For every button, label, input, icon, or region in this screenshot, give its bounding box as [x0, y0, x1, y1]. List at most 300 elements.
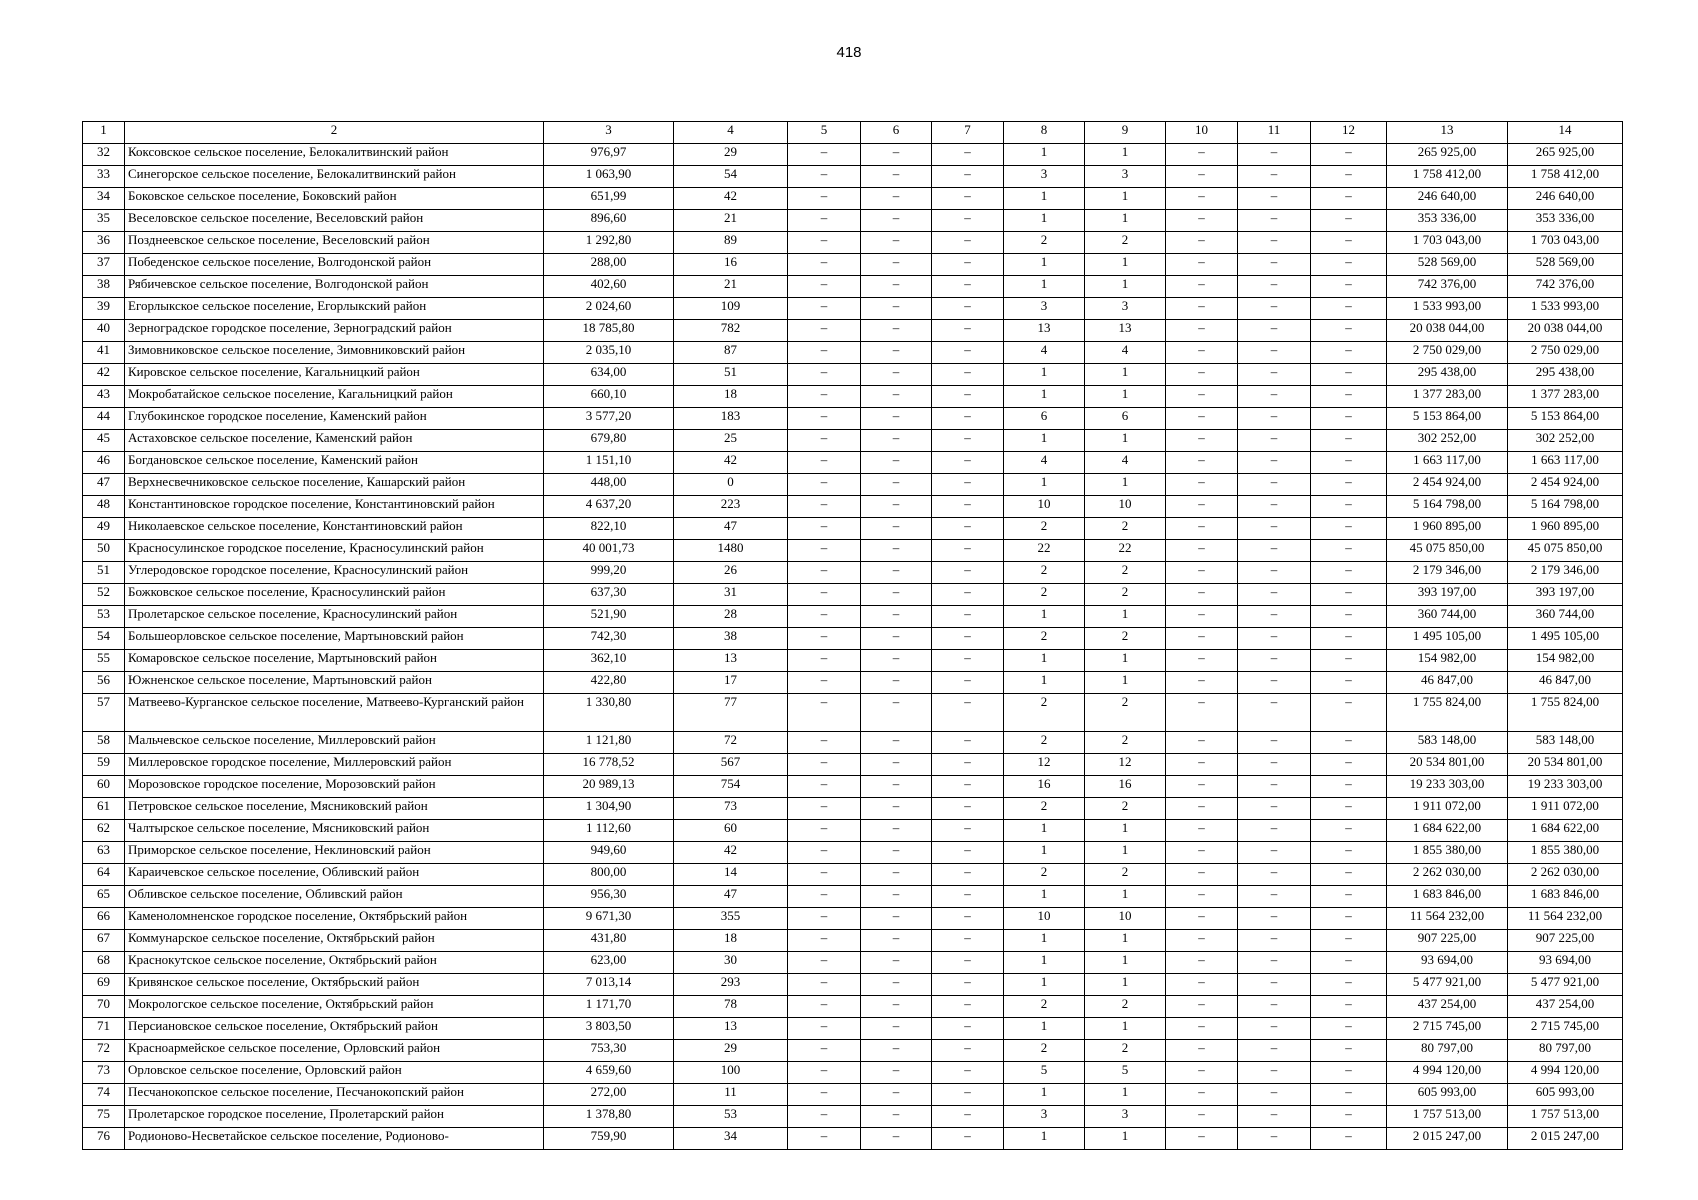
- table-cell: 5 164 798,00: [1387, 496, 1508, 518]
- table-cell: 2 454 924,00: [1508, 474, 1623, 496]
- table-cell: 1 855 380,00: [1387, 842, 1508, 864]
- column-header: 14: [1508, 122, 1623, 144]
- table-cell: –: [1238, 628, 1311, 650]
- settlement-name-cell: Персиановское сельское поселение, Октябрьский район: [125, 1018, 544, 1040]
- table-cell: –: [861, 474, 932, 496]
- table-cell: –: [932, 694, 1004, 732]
- table-row: [83, 342, 1623, 364]
- table-row: [83, 974, 1623, 996]
- table-cell: –: [1166, 820, 1238, 842]
- table-cell: –: [1166, 144, 1238, 166]
- table-cell: –: [1311, 628, 1387, 650]
- table-cell: 782: [674, 320, 788, 342]
- table-cell: –: [932, 1106, 1004, 1128]
- table-row: [83, 694, 1623, 732]
- table-cell: 1: [1004, 842, 1085, 864]
- settlement-name-cell: Зимовниковское сельское поселение, Зимовниковский район: [125, 342, 544, 364]
- table-cell: 295 438,00: [1508, 364, 1623, 386]
- table-cell: –: [1311, 474, 1387, 496]
- settlement-name-cell: Мокрологское сельское поселение, Октябрьский район: [125, 996, 544, 1018]
- table-cell: 57: [83, 694, 125, 732]
- table-cell: 362,10: [544, 650, 674, 672]
- table-cell: –: [1166, 1040, 1238, 1062]
- table-cell: –: [932, 650, 1004, 672]
- table-cell: 1 703 043,00: [1508, 232, 1623, 254]
- table-cell: 1 495 105,00: [1508, 628, 1623, 650]
- table-cell: –: [1238, 254, 1311, 276]
- table-cell: 272,00: [544, 1084, 674, 1106]
- table-cell: –: [788, 1128, 861, 1150]
- table-cell: –: [1311, 364, 1387, 386]
- table-cell: –: [932, 798, 1004, 820]
- table-cell: 63: [83, 842, 125, 864]
- table-cell: –: [1311, 1062, 1387, 1084]
- table-cell: –: [1238, 952, 1311, 974]
- table-cell: 44: [83, 408, 125, 430]
- table-cell: –: [1311, 540, 1387, 562]
- table-cell: 4: [1004, 342, 1085, 364]
- table-cell: 2: [1085, 1040, 1166, 1062]
- table-cell: 42: [83, 364, 125, 386]
- table-cell: 29: [674, 1040, 788, 1062]
- table-cell: 1 151,10: [544, 452, 674, 474]
- table-cell: –: [788, 952, 861, 974]
- table-cell: 2 015 247,00: [1508, 1128, 1623, 1150]
- table-cell: –: [788, 974, 861, 996]
- table-cell: 1: [1004, 1084, 1085, 1106]
- table-cell: 4 637,20: [544, 496, 674, 518]
- table-cell: 1: [1004, 650, 1085, 672]
- table-cell: 754: [674, 776, 788, 798]
- table-cell: 2: [1004, 628, 1085, 650]
- table-cell: –: [861, 1084, 932, 1106]
- table-cell: –: [788, 1062, 861, 1084]
- table-cell: 660,10: [544, 386, 674, 408]
- table-cell: –: [1166, 408, 1238, 430]
- table-cell: –: [788, 650, 861, 672]
- table-cell: 73: [674, 798, 788, 820]
- table-cell: 5: [1004, 1062, 1085, 1084]
- table-cell: –: [1166, 864, 1238, 886]
- table-cell: 2: [1004, 694, 1085, 732]
- table-cell: –: [788, 298, 861, 320]
- table-cell: 10: [1085, 908, 1166, 930]
- table-cell: –: [932, 276, 1004, 298]
- table-cell: 528 569,00: [1387, 254, 1508, 276]
- table-cell: 45 075 850,00: [1387, 540, 1508, 562]
- table-cell: 1 112,60: [544, 820, 674, 842]
- table-cell: 2: [1004, 864, 1085, 886]
- table-cell: 50: [83, 540, 125, 562]
- table-cell: 3: [1085, 1106, 1166, 1128]
- table-cell: 80 797,00: [1508, 1040, 1623, 1062]
- settlement-name-cell: Мальчевское сельское поселение, Миллеровский район: [125, 732, 544, 754]
- table-cell: 742,30: [544, 628, 674, 650]
- table-cell: –: [861, 298, 932, 320]
- table-cell: –: [1311, 1040, 1387, 1062]
- table-cell: –: [932, 210, 1004, 232]
- settlement-name-cell: Зерноградское городское поселение, Зерноградский район: [125, 320, 544, 342]
- table-cell: –: [1166, 908, 1238, 930]
- table-cell: –: [1238, 886, 1311, 908]
- table-cell: 17: [674, 672, 788, 694]
- table-cell: –: [788, 452, 861, 474]
- table-cell: 45: [83, 430, 125, 452]
- table-cell: 67: [83, 930, 125, 952]
- table-cell: –: [932, 496, 1004, 518]
- table-cell: –: [1238, 842, 1311, 864]
- table-cell: 16 778,52: [544, 754, 674, 776]
- table-cell: 1 663 117,00: [1387, 452, 1508, 474]
- table-cell: 1 911 072,00: [1387, 798, 1508, 820]
- table-cell: 34: [83, 188, 125, 210]
- column-header: 2: [125, 122, 544, 144]
- table-cell: –: [932, 342, 1004, 364]
- table-cell: 1: [1085, 188, 1166, 210]
- table-cell: –: [788, 232, 861, 254]
- table-cell: 73: [83, 1062, 125, 1084]
- table-cell: 567: [674, 754, 788, 776]
- table-cell: 2 015 247,00: [1387, 1128, 1508, 1150]
- table-cell: –: [932, 996, 1004, 1018]
- table-cell: 2: [1004, 584, 1085, 606]
- table-cell: –: [932, 474, 1004, 496]
- table-cell: –: [861, 908, 932, 930]
- table-cell: 51: [83, 562, 125, 584]
- table-cell: 87: [674, 342, 788, 364]
- table-cell: –: [861, 930, 932, 952]
- column-header: 7: [932, 122, 1004, 144]
- table-cell: –: [788, 694, 861, 732]
- table-cell: 2 750 029,00: [1508, 342, 1623, 364]
- table-cell: –: [1166, 1062, 1238, 1084]
- table-cell: –: [861, 1040, 932, 1062]
- table-cell: 60: [674, 820, 788, 842]
- table-cell: 634,00: [544, 364, 674, 386]
- table-cell: –: [1166, 452, 1238, 474]
- table-cell: 26: [674, 562, 788, 584]
- table-cell: 2: [1085, 732, 1166, 754]
- table-cell: 75: [83, 1106, 125, 1128]
- table-cell: 393 197,00: [1387, 584, 1508, 606]
- table-cell: –: [1238, 298, 1311, 320]
- table-cell: –: [1166, 672, 1238, 694]
- table-cell: –: [932, 188, 1004, 210]
- table-cell: –: [788, 732, 861, 754]
- table-cell: 3: [1085, 166, 1166, 188]
- settlement-name-cell: Веселовское сельское поселение, Веселовский район: [125, 210, 544, 232]
- table-cell: –: [932, 1062, 1004, 1084]
- table-cell: –: [861, 974, 932, 996]
- settlement-name-cell: Каменоломненское городское поселение, Октябрьский район: [125, 908, 544, 930]
- table-cell: –: [1311, 1128, 1387, 1150]
- table-cell: 360 744,00: [1508, 606, 1623, 628]
- table-row: [83, 474, 1623, 496]
- table-cell: –: [788, 842, 861, 864]
- table-cell: 72: [83, 1040, 125, 1062]
- table-cell: –: [1166, 952, 1238, 974]
- table-cell: –: [861, 342, 932, 364]
- data-table: [82, 121, 1623, 1150]
- table-cell: 3: [1085, 298, 1166, 320]
- table-cell: –: [1238, 540, 1311, 562]
- table-cell: –: [1238, 908, 1311, 930]
- table-cell: 21: [674, 210, 788, 232]
- table-cell: –: [861, 232, 932, 254]
- table-cell: 2 179 346,00: [1508, 562, 1623, 584]
- table-cell: 1: [1004, 144, 1085, 166]
- table-cell: 393 197,00: [1508, 584, 1623, 606]
- table-cell: –: [1238, 562, 1311, 584]
- table-cell: –: [1166, 732, 1238, 754]
- table-cell: 2: [1085, 562, 1166, 584]
- table-cell: 18: [674, 930, 788, 952]
- table-cell: 2: [1085, 996, 1166, 1018]
- settlement-name-cell: Красноармейское сельское поселение, Орловский район: [125, 1040, 544, 1062]
- table-cell: –: [861, 584, 932, 606]
- table-cell: –: [861, 952, 932, 974]
- table-cell: –: [1238, 188, 1311, 210]
- table-cell: –: [1311, 864, 1387, 886]
- table-cell: –: [788, 584, 861, 606]
- table-cell: 896,60: [544, 210, 674, 232]
- table-cell: 10: [1085, 496, 1166, 518]
- table-cell: –: [788, 996, 861, 1018]
- table-cell: –: [788, 144, 861, 166]
- table-row: [83, 820, 1623, 842]
- table-cell: 1: [1085, 842, 1166, 864]
- table-cell: –: [1238, 1018, 1311, 1040]
- table-cell: –: [1166, 842, 1238, 864]
- table-row: [83, 430, 1623, 452]
- table-cell: –: [861, 1062, 932, 1084]
- table-cell: 1 292,80: [544, 232, 674, 254]
- table-cell: –: [1311, 650, 1387, 672]
- table-cell: 1 063,90: [544, 166, 674, 188]
- table-cell: –: [1166, 886, 1238, 908]
- table-cell: 583 148,00: [1508, 732, 1623, 754]
- table-cell: 651,99: [544, 188, 674, 210]
- table-cell: 1: [1004, 1018, 1085, 1040]
- settlement-name-cell: Приморское сельское поселение, Неклиновский район: [125, 842, 544, 864]
- column-header: 12: [1311, 122, 1387, 144]
- table-cell: 52: [83, 584, 125, 606]
- table-row: [83, 650, 1623, 672]
- table-cell: 29: [674, 144, 788, 166]
- table-cell: 1: [1085, 606, 1166, 628]
- table-row: [83, 364, 1623, 386]
- table-cell: 753,30: [544, 1040, 674, 1062]
- table-cell: 47: [674, 518, 788, 540]
- table-cell: –: [1166, 798, 1238, 820]
- table-cell: –: [1166, 1128, 1238, 1150]
- table-cell: 6: [1004, 408, 1085, 430]
- table-cell: –: [788, 798, 861, 820]
- column-header: 1: [83, 122, 125, 144]
- table-cell: –: [932, 886, 1004, 908]
- table-cell: –: [932, 364, 1004, 386]
- table-cell: 2: [1004, 996, 1085, 1018]
- table-cell: –: [932, 430, 1004, 452]
- table-cell: 437 254,00: [1508, 996, 1623, 1018]
- table-cell: 1: [1085, 974, 1166, 996]
- table-cell: 742 376,00: [1387, 276, 1508, 298]
- settlement-name-cell: Богдановское сельское поселение, Каменский район: [125, 452, 544, 474]
- table-cell: 4: [1085, 342, 1166, 364]
- table-cell: 3: [1004, 298, 1085, 320]
- table-cell: 1 758 412,00: [1387, 166, 1508, 188]
- table-cell: 154 982,00: [1508, 650, 1623, 672]
- table-cell: –: [1238, 996, 1311, 1018]
- table-cell: 956,30: [544, 886, 674, 908]
- table-cell: –: [861, 798, 932, 820]
- table-cell: 13: [674, 1018, 788, 1040]
- table-cell: 1: [1085, 254, 1166, 276]
- table-row: [83, 1018, 1623, 1040]
- table-cell: 59: [83, 754, 125, 776]
- table-cell: –: [788, 672, 861, 694]
- table-cell: –: [1238, 694, 1311, 732]
- settlement-name-cell: Синегорское сельское поселение, Белокалитвинский район: [125, 166, 544, 188]
- table-cell: 1: [1004, 886, 1085, 908]
- table-cell: 1: [1085, 144, 1166, 166]
- table-cell: 11 564 232,00: [1508, 908, 1623, 930]
- table-cell: 1 755 824,00: [1508, 694, 1623, 732]
- table-cell: 1: [1004, 276, 1085, 298]
- table-cell: –: [788, 820, 861, 842]
- table-cell: –: [861, 386, 932, 408]
- table-cell: 605 993,00: [1387, 1084, 1508, 1106]
- table-cell: 437 254,00: [1387, 996, 1508, 1018]
- table-row: [83, 996, 1623, 1018]
- table-cell: 42: [674, 842, 788, 864]
- table-cell: –: [1166, 1084, 1238, 1106]
- table-cell: 1: [1004, 474, 1085, 496]
- table-cell: 1: [1085, 1018, 1166, 1040]
- table-cell: 28: [674, 606, 788, 628]
- table-cell: 2: [1085, 628, 1166, 650]
- table-cell: –: [1166, 754, 1238, 776]
- table-cell: 53: [83, 606, 125, 628]
- table-cell: 1: [1085, 1128, 1166, 1150]
- table-cell: 66: [83, 908, 125, 930]
- column-header: 6: [861, 122, 932, 144]
- table-cell: –: [1166, 996, 1238, 1018]
- table-cell: 448,00: [544, 474, 674, 496]
- table-cell: –: [861, 518, 932, 540]
- table-cell: 16: [1004, 776, 1085, 798]
- table-cell: 54: [83, 628, 125, 650]
- table-cell: –: [788, 908, 861, 930]
- settlement-name-cell: Южненское сельское поселение, Мартыновский район: [125, 672, 544, 694]
- table-cell: 1 684 622,00: [1387, 820, 1508, 842]
- table-cell: –: [861, 732, 932, 754]
- table-cell: 1: [1004, 930, 1085, 952]
- table-cell: –: [1166, 276, 1238, 298]
- table-cell: –: [1238, 650, 1311, 672]
- table-cell: –: [1166, 776, 1238, 798]
- table-cell: 1: [1004, 952, 1085, 974]
- table-cell: –: [1166, 386, 1238, 408]
- table-cell: –: [1238, 518, 1311, 540]
- table-cell: 1: [1085, 386, 1166, 408]
- table-cell: –: [1311, 1018, 1387, 1040]
- table-cell: –: [1166, 606, 1238, 628]
- table-cell: 800,00: [544, 864, 674, 886]
- table-cell: –: [1238, 820, 1311, 842]
- table-cell: –: [1238, 1106, 1311, 1128]
- table-cell: –: [1311, 606, 1387, 628]
- table-cell: 605 993,00: [1508, 1084, 1623, 1106]
- settlement-name-cell: Углеродовское городское поселение, Красносулинский район: [125, 562, 544, 584]
- table-cell: –: [788, 1018, 861, 1040]
- table-cell: –: [861, 776, 932, 798]
- table-cell: –: [1311, 408, 1387, 430]
- table-cell: 949,60: [544, 842, 674, 864]
- settlement-name-cell: Глубокинское городское поселение, Каменский район: [125, 408, 544, 430]
- settlement-name-cell: Родионово-Несветайское сельское поселение, Родионово-: [125, 1128, 544, 1150]
- table-cell: 759,90: [544, 1128, 674, 1150]
- table-cell: 72: [674, 732, 788, 754]
- table-cell: 2: [1085, 232, 1166, 254]
- table-cell: –: [1238, 474, 1311, 496]
- table-cell: –: [932, 166, 1004, 188]
- table-cell: 1 533 993,00: [1508, 298, 1623, 320]
- table-cell: –: [1238, 974, 1311, 996]
- table-cell: 61: [83, 798, 125, 820]
- table-cell: –: [932, 254, 1004, 276]
- table-cell: 183: [674, 408, 788, 430]
- settlement-name-cell: Краснокутское сельское поселение, Октябрьский район: [125, 952, 544, 974]
- table-cell: 1 758 412,00: [1508, 166, 1623, 188]
- table-row: [83, 864, 1623, 886]
- table-cell: 65: [83, 886, 125, 908]
- table-cell: 1: [1004, 386, 1085, 408]
- header-row: [83, 122, 1623, 144]
- table-cell: 2: [1085, 864, 1166, 886]
- table-cell: –: [788, 386, 861, 408]
- table-cell: 6: [1085, 408, 1166, 430]
- settlement-name-cell: Боковское сельское поселение, Боковский район: [125, 188, 544, 210]
- table-row: [83, 606, 1623, 628]
- table-cell: 10: [1004, 908, 1085, 930]
- table-cell: –: [1166, 210, 1238, 232]
- table-cell: 1 703 043,00: [1387, 232, 1508, 254]
- settlement-name-cell: Пролетарское сельское поселение, Красносулинский район: [125, 606, 544, 628]
- table-cell: 1 755 824,00: [1387, 694, 1508, 732]
- table-cell: –: [788, 408, 861, 430]
- table-row: [83, 1062, 1623, 1084]
- table-cell: –: [1311, 188, 1387, 210]
- table-cell: 1: [1085, 474, 1166, 496]
- table-cell: 4: [1004, 452, 1085, 474]
- settlement-name-cell: Кировское сельское поселение, Кагальницкий район: [125, 364, 544, 386]
- table-cell: 32: [83, 144, 125, 166]
- table-cell: –: [1311, 732, 1387, 754]
- table-cell: 1 960 895,00: [1508, 518, 1623, 540]
- table-row: [83, 166, 1623, 188]
- table-cell: –: [1311, 908, 1387, 930]
- table-cell: –: [1311, 232, 1387, 254]
- table-cell: 1: [1004, 606, 1085, 628]
- table-cell: –: [1311, 166, 1387, 188]
- table-cell: 1: [1085, 364, 1166, 386]
- table-cell: 40 001,73: [544, 540, 674, 562]
- table-cell: –: [932, 1018, 1004, 1040]
- settlement-name-cell: Победенское сельское поселение, Волгодонской район: [125, 254, 544, 276]
- table-cell: –: [932, 842, 1004, 864]
- table-cell: 89: [674, 232, 788, 254]
